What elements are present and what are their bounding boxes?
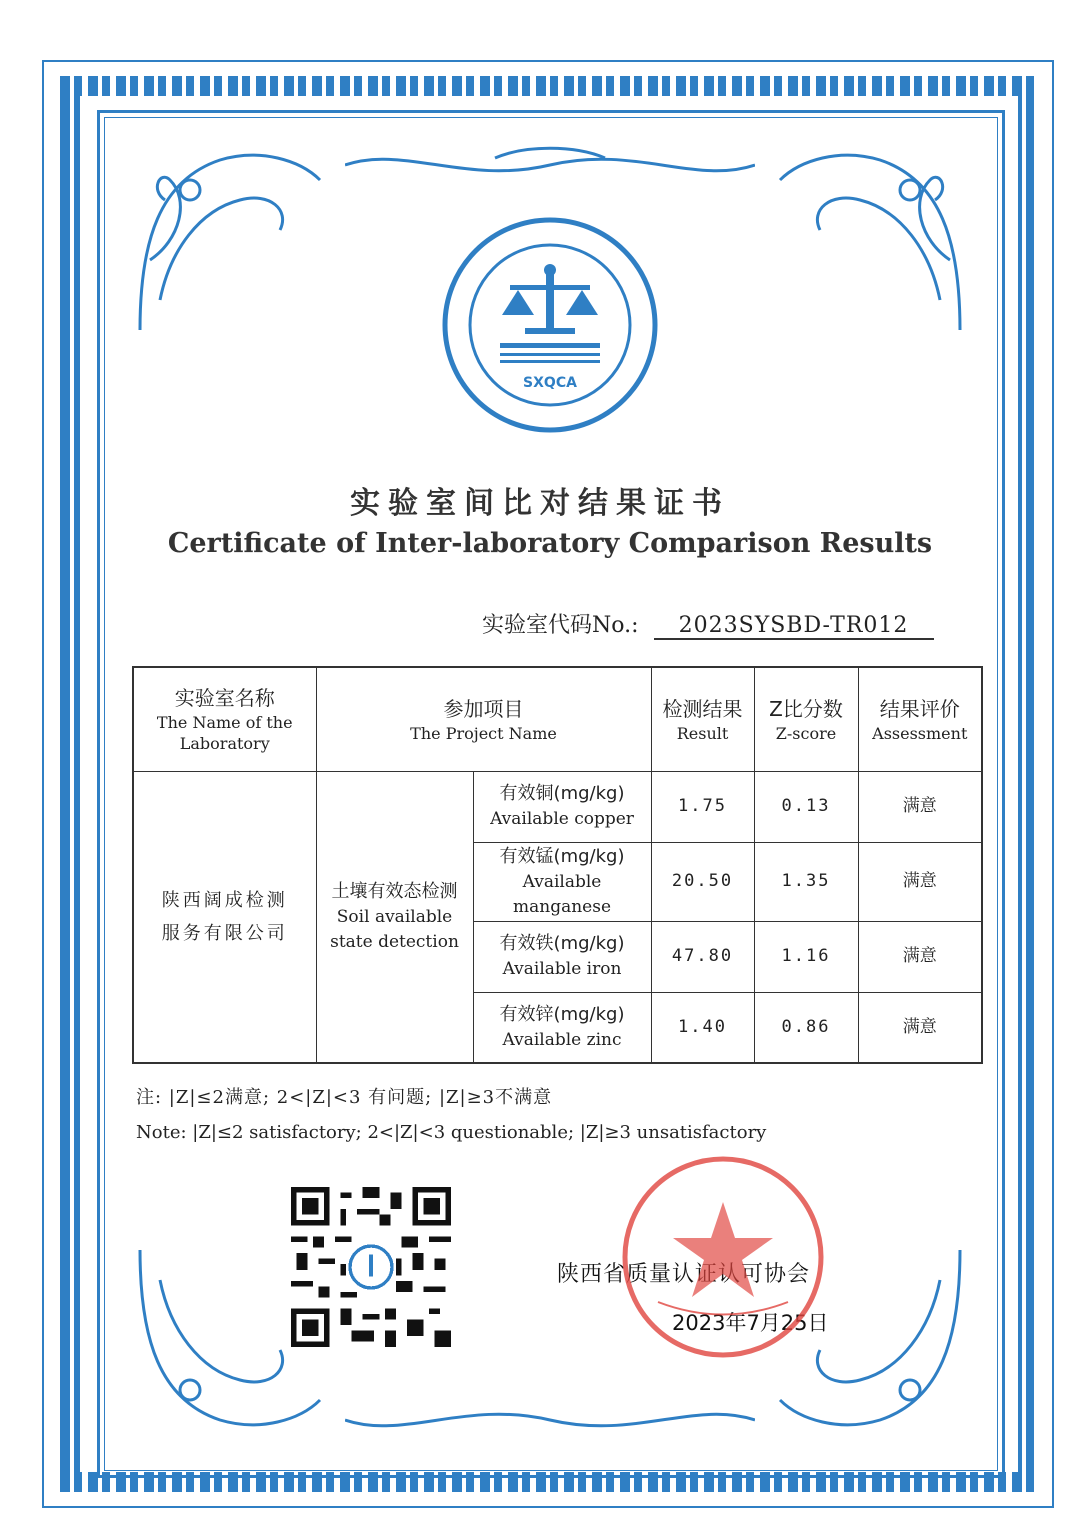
item-cell: 有效铁(mg/kg) Available iron: [473, 921, 651, 992]
issuer-organization: 陕西省质量认证认可协会: [557, 1262, 811, 1287]
ornament-top-right: [770, 140, 970, 340]
result-cell: 20.50: [651, 842, 754, 921]
lab-code-value: 2023SYSBD-TR012: [654, 613, 934, 640]
header-result: 检测结果 Result: [651, 667, 754, 771]
lab-name-cell: 陕西阔成检测 服务有限公司: [133, 771, 316, 1063]
header-project: 参加项目 The Project Name: [316, 667, 651, 771]
item-cell: 有效锰(mg/kg) Available manganese: [473, 842, 651, 921]
result-cell: 47.80: [651, 921, 754, 992]
qr-code[interactable]: [291, 1187, 451, 1347]
table-row: [133, 771, 982, 842]
official-stamp: [618, 1152, 828, 1362]
title-english: Certificate of Inter-laboratory Comparison Results: [167, 528, 933, 559]
assessment-cell: 满意: [858, 842, 982, 921]
zscore-cell: 0.86: [754, 992, 858, 1063]
header-assessment: 结果评价 Assessment: [858, 667, 982, 771]
assessment-cell: 满意: [858, 992, 982, 1063]
zscore-cell: 1.16: [754, 921, 858, 992]
result-cell: 1.75: [651, 771, 754, 842]
note-english: Note: |Z|≤2 satisfactory; 2<|Z|<3 questionable; |Z|≥3 unsatisfactory: [136, 1122, 767, 1143]
seal-abbr: SXQCA: [523, 375, 577, 391]
ornament-top-center: [345, 140, 755, 190]
lab-code-label: 实验室代码No.:: [482, 613, 639, 638]
item-cell: 有效锌(mg/kg) Available zinc: [473, 992, 651, 1063]
result-cell: 1.40: [651, 992, 754, 1063]
assessment-cell: 满意: [858, 771, 982, 842]
item-cell: 有效铜(mg/kg) Available copper: [473, 771, 651, 842]
zscore-cell: 0.13: [754, 771, 858, 842]
zscore-cell: 1.35: [754, 842, 858, 921]
title-chinese: 实验室间比对结果证书: [350, 486, 730, 521]
header-zscore: Z比分数 Z-score: [754, 667, 858, 771]
issue-date: 2023年7月25日: [672, 1311, 829, 1335]
assessment-cell: 满意: [858, 921, 982, 992]
project-cell: 土壤有效态检测 Soil available state detection: [316, 771, 473, 1063]
ornament-bottom-center: [345, 1395, 755, 1445]
note-chinese: 注: |Z|≤2满意; 2<|Z|<3 有问题; |Z|≥3不满意: [136, 1087, 553, 1108]
header-lab-name: 实验室名称 The Name of the Laboratory: [133, 667, 316, 771]
table-header-row: [133, 667, 982, 771]
lab-code: [482, 608, 934, 640]
association-seal-logo: [440, 215, 660, 435]
results-table: [132, 666, 983, 1064]
ornament-top-left: [130, 140, 330, 340]
